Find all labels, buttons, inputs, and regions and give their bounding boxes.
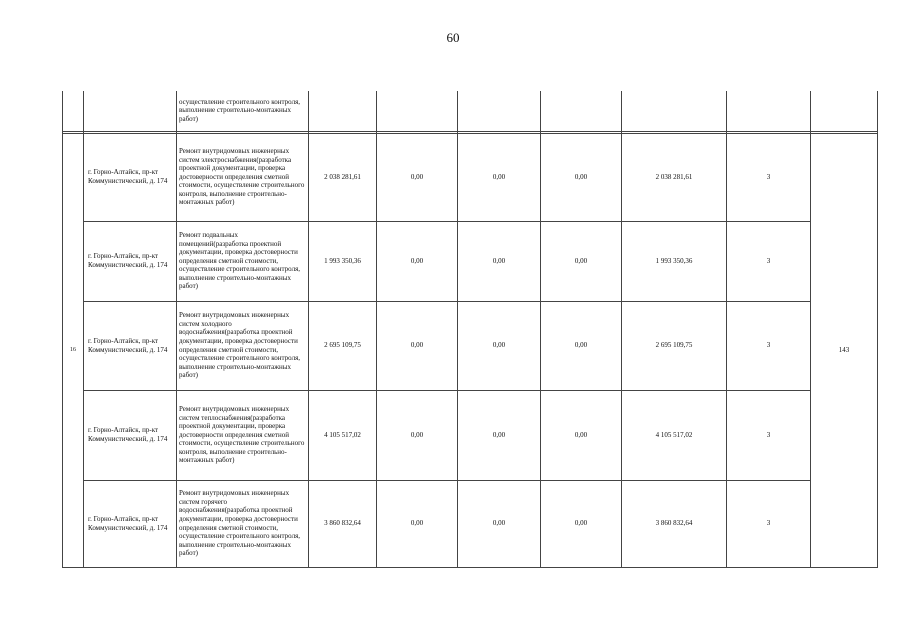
value-cell: 0,00 <box>458 480 541 567</box>
value-cell: 3 <box>727 221 811 301</box>
value-cell: 0,00 <box>541 301 622 390</box>
address-cell: г. Горно-Алтайск, пр-кт Коммунистический, д. 174 <box>84 301 177 390</box>
value-cell: 0,00 <box>541 133 622 221</box>
total-cost-cell: 3 860 832,64 <box>309 480 377 567</box>
value-cell: 2 695 109,75 <box>622 301 727 390</box>
value-cell: 0,00 <box>458 221 541 301</box>
value-cell: 0,00 <box>458 301 541 390</box>
total-cost-cell: 2 038 281,61 <box>309 133 377 221</box>
total-cost-cell: 4 105 517,02 <box>309 390 377 480</box>
value-cell: 0,00 <box>541 390 622 480</box>
group-total: 143 <box>811 133 878 567</box>
value-cell: 0,00 <box>541 480 622 567</box>
total-cost-cell: 1 993 350,36 <box>309 221 377 301</box>
table-row-fragment <box>63 91 878 131</box>
address-cell: г. Горно-Алтайск, пр-кт Коммунистический, д. 174 <box>84 480 177 567</box>
address-cell: г. Горно-Алтайск, пр-кт Коммунистический, д. 174 <box>84 221 177 301</box>
address-cell: г. Горно-Алтайск, пр-кт Коммунистический, д. 174 <box>84 133 177 221</box>
value-cell: 4 105 517,02 <box>622 390 727 480</box>
total-cost-cell: 2 695 109,75 <box>309 301 377 390</box>
value-cell: 3 860 832,64 <box>622 480 727 567</box>
work-cell: Ремонт внутридомовых инженерных систем холодного водоснабжения(разработка проектной документации, проверка достоверности определения сметной стоимости, осуществление строительного контроля, выполнение строительно-монтажных работ) <box>177 301 309 390</box>
value-cell: 0,00 <box>377 301 458 390</box>
work-cell: Ремонт внутридомовых инженерных систем теплоснабжения(разработка проектной документации, проверка достоверности определения сметной стоимости, осуществление строительного контроля, выполнение строительно-монтажных работ) <box>177 390 309 480</box>
page-number: 60 <box>446 30 460 45</box>
value-cell: 1 993 350,36 <box>622 221 727 301</box>
table-row <box>63 480 878 567</box>
value-cell: 0,00 <box>377 221 458 301</box>
work-cell: Ремонт внутридомовых инженерных систем горячего водоснабжения(разработка проектной документации, проверка достоверности определения сметной стоимости, осуществление строительного контроля, выполнение строительно-монтажных работ) <box>177 480 309 567</box>
value-cell: 3 <box>727 301 811 390</box>
work-description-fragment: осуществление строительного контроля, выполнение строительно-монтажных работ) <box>177 91 309 131</box>
value-cell: 3 <box>727 390 811 480</box>
value-cell: 0,00 <box>377 390 458 480</box>
table-row <box>63 221 878 301</box>
group-number: 16 <box>63 133 84 567</box>
value-cell: 3 <box>727 133 811 221</box>
table-row <box>63 133 878 221</box>
value-cell: 0,00 <box>458 133 541 221</box>
table-row <box>63 390 878 480</box>
value-cell: 0,00 <box>377 133 458 221</box>
program-table <box>62 91 878 568</box>
value-cell: 2 038 281,61 <box>622 133 727 221</box>
value-cell: 3 <box>727 480 811 567</box>
address-cell: г. Горно-Алтайск, пр-кт Коммунистический, д. 174 <box>84 390 177 480</box>
work-cell: Ремонт внутридомовых инженерных систем электроснабжения(разработка проектной документации, проверка достоверности определения сметной стоимости, осуществление строительного контроля, выполнение строительно-монтажных работ) <box>177 133 309 221</box>
table-row <box>63 301 878 390</box>
work-cell: Ремонт подвальных помещений(разработка проектной документации, проверка достоверности определения сметной стоимости, осуществление строительного контроля, выполнение строительно-монтажных работ) <box>177 221 309 301</box>
value-cell: 0,00 <box>458 390 541 480</box>
value-cell: 0,00 <box>541 221 622 301</box>
value-cell: 0,00 <box>377 480 458 567</box>
